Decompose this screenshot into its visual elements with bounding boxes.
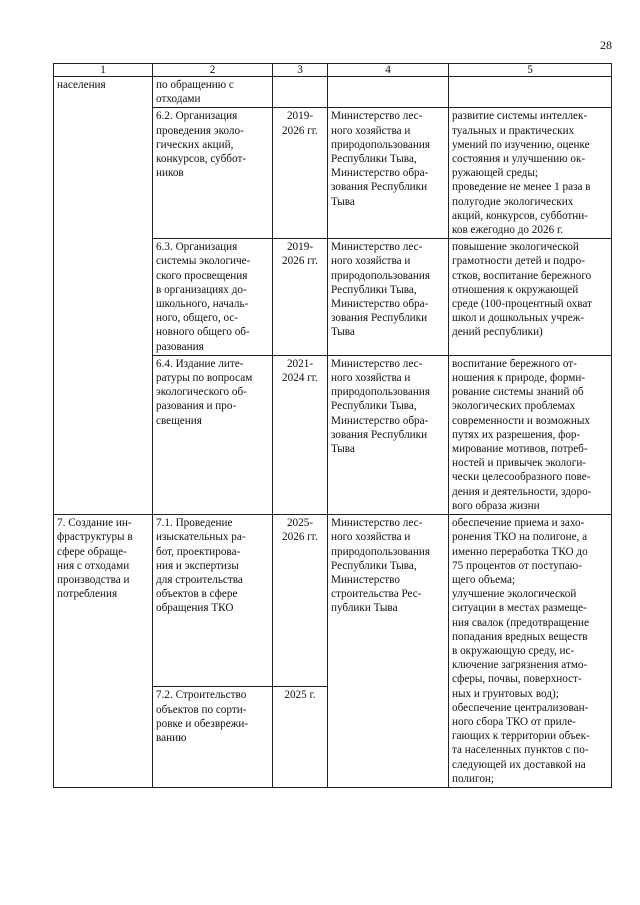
table-row [54,515,612,687]
col-header-5: 5 [449,64,612,77]
cell-measure-6-3: 6.3. Организация системы экологиче- ского просвещения в организациях до- школьного, началь- ного, общего, ос- новного общего об- разования [153,239,273,356]
page-number: 28 [600,38,612,52]
cell-result-6-3: повышение экологической грамотности детей и подро- стков, воспитание бережного отношения к окружающей среде (100-процентный охват школ и дошкольных учреж- дений республики) [449,239,612,356]
cell-term-6-3: 2019- 2026 гг. [273,239,328,356]
table-header-row [54,64,612,77]
cell-executor-6-2: Министерство лес- ного хозяйства и природопользования Республики Тыва, Министерство обра- зования Республики Тыва [328,108,449,239]
cell-executor-6-4: Министерство лес- ного хозяйства и природопользования Республики Тыва, Министерство обра- зования Республики Тыва [328,355,449,514]
cell-executor-cont [328,77,449,108]
cell-measure-7-1: 7.1. Проведение изыскательных ра- бот, проектирова- ния и экспертизы для строительства объектов в сфере обращения ТКО [153,515,273,687]
cell-term-7-2: 2025 г. [273,687,328,788]
cell-result-6-2: развитие системы интеллек- туальных и практических умений по изучению, оценке состояния и улучшению ок- ружающей среды; проведение не менее 1 раза в полугодие экологических акций, конкурсов, субботни- ков ежегодно до 2026 г. [449,108,612,239]
cell-measure-6-2: 6.2. Организация проведения эколо- гических акций, конкурсов, суббот- ников [153,108,273,239]
cell-executor-6-3: Министерство лес- ного хозяйства и природопользования Республики Тыва, Министерство обра- зования Республики Тыва [328,239,449,356]
measures-table [53,63,612,788]
cell-term-6-4: 2021- 2024 гг. [273,355,328,514]
cell-result-cont [449,77,612,108]
col-header-3: 3 [273,64,328,77]
cell-term-7-1: 2025- 2026 гг. [273,515,328,687]
cell-measure-7-2: 7.2. Строительство объектов по сорти- ровке и обезврежи- ванию [153,687,273,788]
cell-measure-6-4: 6.4. Издание лите- ратуры по вопросам экологического об- разования и про- свещения [153,355,273,514]
col-header-1: 1 [54,64,153,77]
cell-direction-7: 7. Создание ин- фраструктуры в сфере обраще- ния с отходами производства и потребления [54,515,153,788]
cell-executor-7: Министерство лес- ного хозяйства и природопользования Республики Тыва, Министерство строительства Рес- публики Тыва [328,515,449,788]
col-header-4: 4 [328,64,449,77]
cell-term-6-2: 2019- 2026 гг. [273,108,328,239]
table-row [54,77,612,108]
col-header-2: 2 [153,64,273,77]
cell-result-7: обеспечение приема и захо- ронения ТКО на полигоне, а именно переработка ТКО до 75 процентов от поступаю- щего объема; улучшение экологической ситуации в местах размеще- ния свалок (предотвращение попадания вредных веществ в окружающую среду, ис- ключение загрязнения атмо- сферы, почвы, поверхност- ных и грунтовых вод); обеспечение централизован- ного сбора ТКО от приле- гающих к территории объек- та населенных пунктов с по- следующей их доставкой на полигон; [449,515,612,788]
cell-result-6-4: воспитание бережного от- ношения к природе, форми- рование системы знаний об экологических проблемах современности и возможных путях их разрешения, фор- мирование мотивов, потреб- ностей и привычек экологи- чески целесообразного пове- дения и деятельности, здоро- вого образа жизни [449,355,612,514]
cell-measure-cont: по обращению с отходами [153,77,273,108]
cell-direction-cont: населения [54,77,153,515]
cell-term-cont [273,77,328,108]
